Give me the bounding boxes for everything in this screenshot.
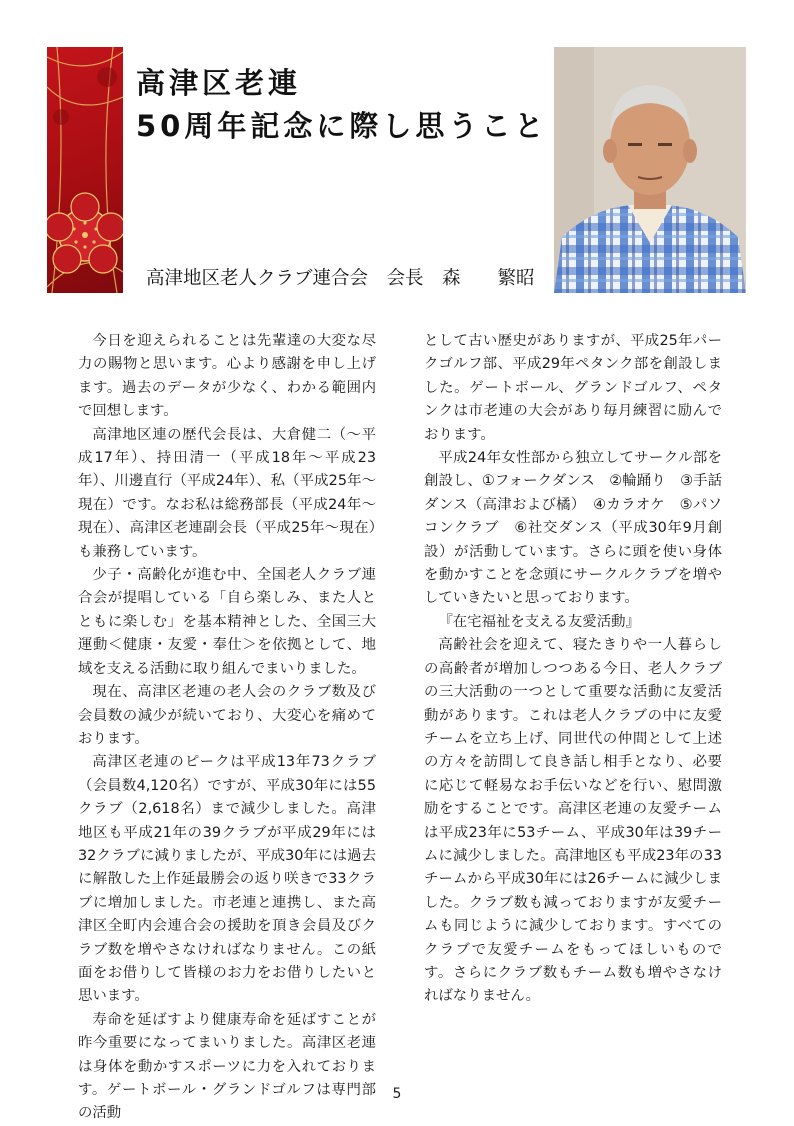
article-left-column bbox=[78, 330, 376, 1126]
paragraph: 少子・高齢化が進む中、全国老人クラブ連合会が提唱している「自ら楽しみ、また人とともに楽しむ」を基本精神とした、全国三大運動＜健康・友愛・奉仕＞を依拠として、地域を支える活動に取り組んでまいりました。 bbox=[78, 567, 376, 677]
decorative-plum-banner bbox=[47, 47, 123, 293]
paragraph: 高津地区連の歴代会長は、大倉健二（～平成17年）、持田清一（平成18年～平成23年）、川邊直行（平成24年）、私（平成25年～現在）です。なお私は総務部長（平成24年～現在）、高津区老連副会長（平成25年～現在）も兼務しています。 bbox=[78, 426, 376, 560]
article-right-column bbox=[424, 330, 722, 1009]
paragraph: 高齢社会を迎えて、寝たきりや一人暮らしの高齢者が増加しつつある今日、老人クラブの三大活動の一つとして重要な活動に友愛活動があります。これは老人クラブの中に友愛チームを立ち上げ、同世代の仲間として上述の方々を訪問して良き話し相手となり、必要に応じて軽易なお手伝いなどを行い、慰問激励をすることです。高津区老連の友愛チームは平成23年に53チーム、平成30年は39チームに減少しました。高津地区も平成23年の33チームから平成30年には26チームに減少しました。クラブ数も減っておりますが友愛チームも同じように減少しております。すべてのクラブで友愛チームをもってほしいものです。さらにクラブ数もチーム数も増やさなければなりません。 bbox=[424, 637, 722, 1005]
paragraph: 現在、高津区老連の老人会のクラブ数及び会員数の減少が続いており、大変心を痛めております。 bbox=[78, 684, 376, 747]
portrait-photo bbox=[554, 47, 746, 293]
author-byline: 高津地区老人クラブ連合会 会長 森 繁昭 bbox=[146, 268, 535, 289]
plum-blossom-icon bbox=[47, 47, 123, 293]
article-title bbox=[136, 62, 547, 148]
paragraph: 寿命を延ばすより健康寿命を延ばすことが昨今重要になってまいりました。高津区老連は身体を動かすスポーツに力を入れております。ゲートボール・グランドゴルフは専門部の活動 bbox=[78, 1011, 376, 1122]
portrait-icon bbox=[554, 47, 746, 293]
paragraph: 高津区老連のピークは平成13年73クラブ（会員数4,120名）ですが、平成30年には55クラブ（2,618名）まで減少しました。高津地区も平成21年の39クラブが平成29年には32クラブに減りましたが、平成30年には過去に解散した上作延最勝会の返り咲きで33クラブに増加しました。市老連と連携し、また高津区全町内会連合会の援助を頂き会員及びクラブ数を増やさなければなりません。この紙面をお借りして皆様のお力をお借りしたいと思います。 bbox=[78, 754, 376, 1005]
title-line-2: 50周年記念に際し思うこと bbox=[136, 109, 548, 143]
section-heading: 『在宅福祉を支える友愛活動』 bbox=[438, 613, 640, 630]
paragraph: 平成24年女性部から独立してサークル部を創設し、①フォークダンス ②輪踊り ③手話ダンス（高津および橘） ④カラオケ ⑤パソコンクラブ ⑥社交ダンス（平成30年9月創設）が活動しています。さらに頭を使い身体を動かすことを念頭にサークルクラブを増やしていきたいと思っております。 bbox=[424, 450, 722, 607]
page-number: 5 bbox=[392, 1086, 402, 1102]
paragraph: 今日を迎えられることは先輩達の大変な尽力の賜物と思います。心より感謝を申し上げます。過去のデータが少なく、わかる範囲内で回想します。 bbox=[78, 333, 376, 420]
title-line-1: 高津区老連 bbox=[136, 66, 302, 100]
paragraph-continued: として古い歴史がありますが、平成25年パークゴルフ部、平成29年ペタンク部を創設しました。ゲートボール、グランドゴルフ、ペタンクは市老連の大会があり毎月練習に励んでおります。 bbox=[424, 333, 722, 443]
